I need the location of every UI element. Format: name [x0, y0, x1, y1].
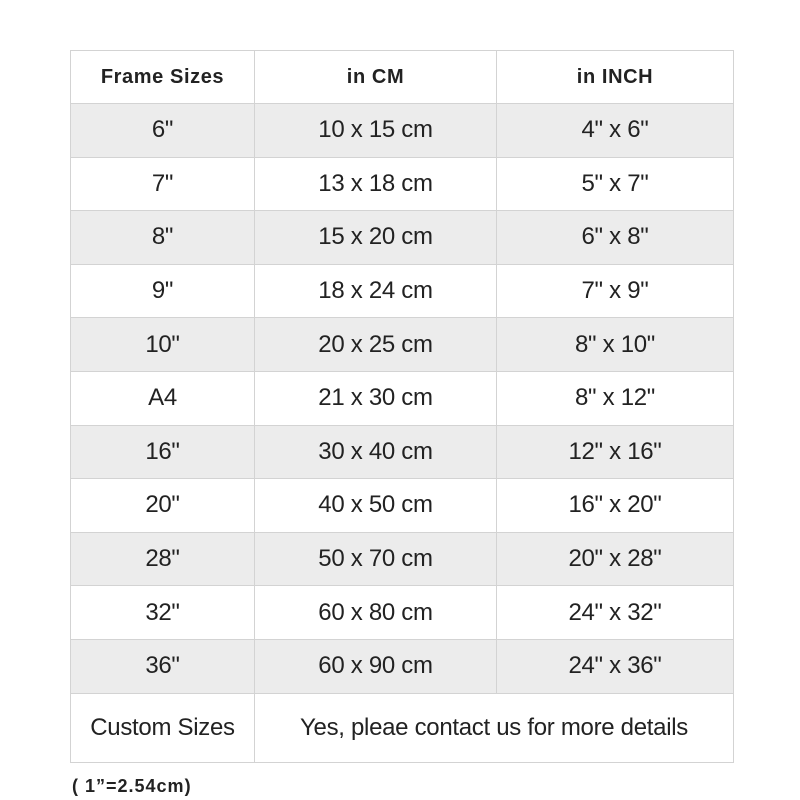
cell-frame-size: A4: [71, 371, 255, 425]
table-body: [71, 104, 734, 763]
cell-size-cm: 30 x 40 cm: [255, 425, 497, 479]
table-row: [71, 104, 734, 158]
cell-size-inch: 24" x 32": [497, 586, 734, 640]
header-in-inch: in INCH: [497, 51, 734, 104]
cell-frame-size: 20": [71, 479, 255, 533]
cell-size-cm: 21 x 30 cm: [255, 371, 497, 425]
cell-frame-size: 28": [71, 532, 255, 586]
table-row: [71, 586, 734, 640]
custom-sizes-label: Custom Sizes: [71, 693, 255, 762]
cell-size-inch: 4" x 6": [497, 104, 734, 158]
table-row: [71, 425, 734, 479]
cell-size-cm: 50 x 70 cm: [255, 532, 497, 586]
cell-size-inch: 8" x 10": [497, 318, 734, 372]
cell-size-cm: 60 x 90 cm: [255, 639, 497, 693]
table-row: [71, 211, 734, 265]
header-in-cm: in CM: [255, 51, 497, 104]
cell-size-inch: 5" x 7": [497, 157, 734, 211]
cell-frame-size: 6": [71, 104, 255, 158]
cell-frame-size: 7": [71, 157, 255, 211]
cell-frame-size: 36": [71, 639, 255, 693]
table-row: [71, 479, 734, 533]
cell-size-cm: 15 x 20 cm: [255, 211, 497, 265]
cell-frame-size: 8": [71, 211, 255, 265]
table-row: [71, 264, 734, 318]
cell-size-inch: 8" x 12": [497, 371, 734, 425]
table-row: [71, 371, 734, 425]
cell-size-inch: 12" x 16": [497, 425, 734, 479]
cell-size-inch: 24" x 36": [497, 639, 734, 693]
cell-size-inch: 16" x 20": [497, 479, 734, 533]
table-row: [71, 639, 734, 693]
frame-size-table: [70, 50, 734, 763]
cell-size-cm: 13 x 18 cm: [255, 157, 497, 211]
conversion-footnote: ( 1”=2.54cm): [72, 776, 192, 796]
cell-size-inch: 6" x 8": [497, 211, 734, 265]
custom-sizes-text: Yes, pleae contact us for more details: [255, 693, 734, 762]
custom-sizes-row: [71, 693, 734, 762]
cell-size-cm: 18 x 24 cm: [255, 264, 497, 318]
cell-size-inch: 20" x 28": [497, 532, 734, 586]
cell-size-cm: 20 x 25 cm: [255, 318, 497, 372]
cell-frame-size: 16": [71, 425, 255, 479]
cell-size-cm: 60 x 80 cm: [255, 586, 497, 640]
cell-frame-size: 32": [71, 586, 255, 640]
cell-size-inch: 7" x 9": [497, 264, 734, 318]
cell-frame-size: 10": [71, 318, 255, 372]
cell-frame-size: 9": [71, 264, 255, 318]
table-row: [71, 157, 734, 211]
table-row: [71, 532, 734, 586]
table-header-row: [71, 51, 734, 104]
cell-size-cm: 40 x 50 cm: [255, 479, 497, 533]
table-row: [71, 318, 734, 372]
header-frame-sizes: Frame Sizes: [71, 51, 255, 104]
cell-size-cm: 10 x 15 cm: [255, 104, 497, 158]
